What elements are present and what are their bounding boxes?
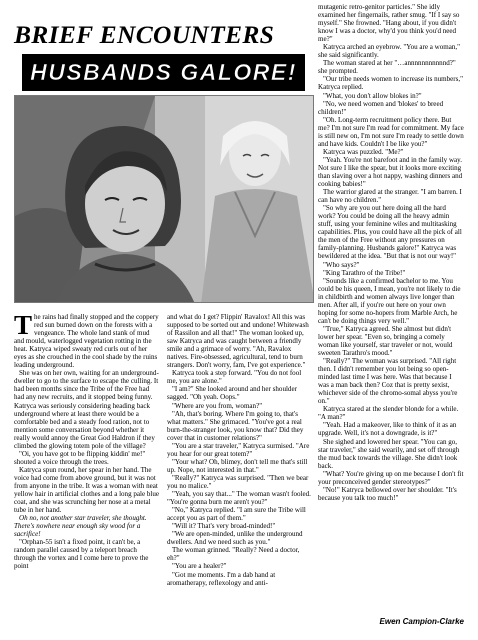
paragraph: "We are open-minded, unlike the underground dwellers. And we need such as you." xyxy=(167,530,303,547)
portrait-photo xyxy=(14,95,314,303)
headline: HUSBANDS GALORE! xyxy=(30,59,297,85)
paragraph: "Ah, that's boring. Where I'm going to, that's what matters." She grimaced. "You've got a real burn-the-stranger look, you know that? Did they cover that in customer relations?" xyxy=(167,409,304,442)
article-column-2 xyxy=(167,313,312,618)
article-column-1 xyxy=(14,313,159,618)
paragraph: mutagenic retro-genitor particles." She idly examined her fingernails, rather smug. "If I say so myself." She frowned. "Hang about, if you didn't know I was a doctor, why'd you think you'd need me?" xyxy=(318,3,460,44)
paragraph: "Really?" Katryca was surprised. "Then we bear you no malice." xyxy=(167,473,309,490)
paragraph: "Oi, you have got to be flipping kiddin' me!" shouted a voice through the trees. xyxy=(14,449,146,466)
paragraph: "Orphan-55 isn't a fixed point, it can't be, a random parallel caused by a teleport breach through the vortex and I come here to prove the point xyxy=(14,538,149,571)
section-title: BRIEF ENCOUNTERS xyxy=(14,20,275,49)
paragraph: Katryca stared at the slender blonde for a while. "A man?" xyxy=(318,405,459,422)
paragraph: The warrior glared at the stranger. "I am barren. I can have no children." xyxy=(318,188,462,205)
paragraph: "No," Katryca replied. "I am sure the Tribe will accept you as part of them." xyxy=(167,506,306,523)
paragraph: "No, we need women and 'blokes' to breed children!" xyxy=(318,99,444,116)
paragraph: "Who says?" xyxy=(323,260,360,269)
paragraph: "Yeah, you say that..." The woman wasn't fooled. "You're gonna burn me aren't you?" xyxy=(167,490,311,507)
paragraph: Katryca was puzzled. "Me?" xyxy=(323,147,404,156)
paragraph: Katryca took a step forward. "You do not fool me, you are alone." xyxy=(167,369,302,386)
paragraph: "True," Katryca agreed. She almost but didn't lower her spear. "Even so, bringing a comely woman like yourself, star traveler or not, would sweeten Tarathro's mood." xyxy=(318,324,453,358)
paragraph: The woman grinned. "Really? Need a doctor, eh?" xyxy=(167,546,300,563)
paragraph: Katryca arched an eyebrow. "You are a woman," she said significantly. xyxy=(318,43,461,60)
paragraph: The rains had finally stopped and the coppery red sun burned down on the forests with a vengeance. The whole land stank of mud and mould, waterlogged vegetation rotting in the heat. Katryca wiped sweaty red curls out of her eyes as she crouched in the cool shade by the ruins leading underground. xyxy=(14,313,159,370)
paragraph: "Really?" The woman was surprised. "All right then. I didn't remember you lot being so open-minded last time I was here. Was that because I was a man back then? Coz that is pretty sexist, whichever side of the chromo-somal abyss you're on." xyxy=(318,357,458,406)
paragraph: "Yeah. You're not barefoot and in the family way. Not sure I like the spear, but it looks more exciting than slaving over a hot nappy, washing dinners and cooking babies!" xyxy=(318,155,463,189)
paragraph: The woman stared at her "…annnnnnnnnnnd?" she prompted. xyxy=(318,59,456,76)
paragraph: "No!" Katryca bellowed over her shoulder. "It's because you talk too much!" xyxy=(318,485,457,502)
paragraph: She sighed and lowered her spear. "You can go, star traveler," she said wearily, and set off through the mud back towards the village. She didn't look back. xyxy=(318,437,460,470)
paragraph: "What? You're giving up on me because I don't fit your preconceived gender stereotypes?" xyxy=(318,469,464,486)
paragraph: "Got me moments. I'm a dab hand at aromatherapy, reflexology and anti- xyxy=(167,570,276,587)
paragraph: Oh no, not another star traveler, she thought. There's nowhere near enough sky wood for a sacrifice! xyxy=(14,514,147,539)
paragraph: "King Tarathro of the Tribe!" xyxy=(323,268,406,277)
paragraph: "Sounds like a confirmed bachelor to me. You could be his queen, I mean, you're not likely to die in childbirth and women always live longer than men. After all, if you're out here on your own hoping for some no-hopers from Marble Arch, he can't be doing things very well." xyxy=(318,276,461,325)
paragraph: "Oh. Long-term recruitment policy there. But me? I'm not sure I'm read for commitment. My face is still new on, I'm not sure I'm ready to settle down and have kids. Couldn't I be like you?" xyxy=(318,115,464,148)
paragraph: "Our tribe needs women to increase its numbers," Katryca replied. xyxy=(318,75,463,92)
paragraph: and what do I get? Flippin' Ravalox! All this was supposed to be sorted out and undone! Whitewash of Rassilon and all that!" The woman looked up, saw Katryca and was caught between a friendly smile and a grimace of worry. "Ah, Ravalox natives. Fire-obsessed, agricultural, tend to burn strangers. Don't worry, fam, I've got experience." xyxy=(167,313,309,370)
paragraph: "You are a healer?" xyxy=(172,562,227,571)
paragraph: "You are a star traveler," Katryca surmised. "Are you hear for our great totem?" xyxy=(167,441,310,458)
paragraph: Katryca spun round, her spear in her hand. The voice had come from above ground, but it was not from anyone in the tribe. It was a woman with neat yellow hair in artificial clothes and a long pale blue coat, and she was scrunching her nose at a metal tube in her hand. xyxy=(14,465,159,515)
paragraph: "Yeah. Had a makeover, like to think of it as an upgrade. Well, it's not a downgrade, is it?" xyxy=(318,421,457,438)
author-byline: Ewen Campion-Clarke xyxy=(379,617,464,626)
drop-cap: T xyxy=(14,313,33,340)
paragraph: "Your what? Oh, blimey, don't tell me that's still up. Nope, not interested in that." xyxy=(167,457,308,474)
paragraph: "Where are you from, woman?" xyxy=(172,401,263,410)
paragraph: "What, you don't allow blokes in?" xyxy=(323,91,422,100)
paragraph: "Will it? That's very broad-minded!" xyxy=(172,522,276,531)
paragraph: "So why are you out here doing all the hard work? You could be doing all the heavy admin stuff, using your feminine wiles and multitasking capabilities. Plus, you could have all the pick of all the men of the Free without any pressures on family-planning. Husbands galore!" Katryca was bewildered at the idea. "But that is not our way!" xyxy=(318,204,462,261)
headline-banner xyxy=(22,54,305,91)
article-column-3 xyxy=(318,3,464,613)
paragraph: She was on her own, waiting for an underground-dweller to go to the surface to escape the culling. It had been months since the Tribe of the Free had had any new recruits, and it stopped being funny. Katryca was seriously considering heading back underground where at least there would be a comfortable bed and a steady food ration, not to mention some conversation beyond whether it really would annoy the Great God Haldron if they climbed the glowing totem pole of the village? xyxy=(14,369,159,450)
paragraph: "I am?" She looked around and her shoulder sagged. "Oh yeah. Oops." xyxy=(167,385,297,402)
